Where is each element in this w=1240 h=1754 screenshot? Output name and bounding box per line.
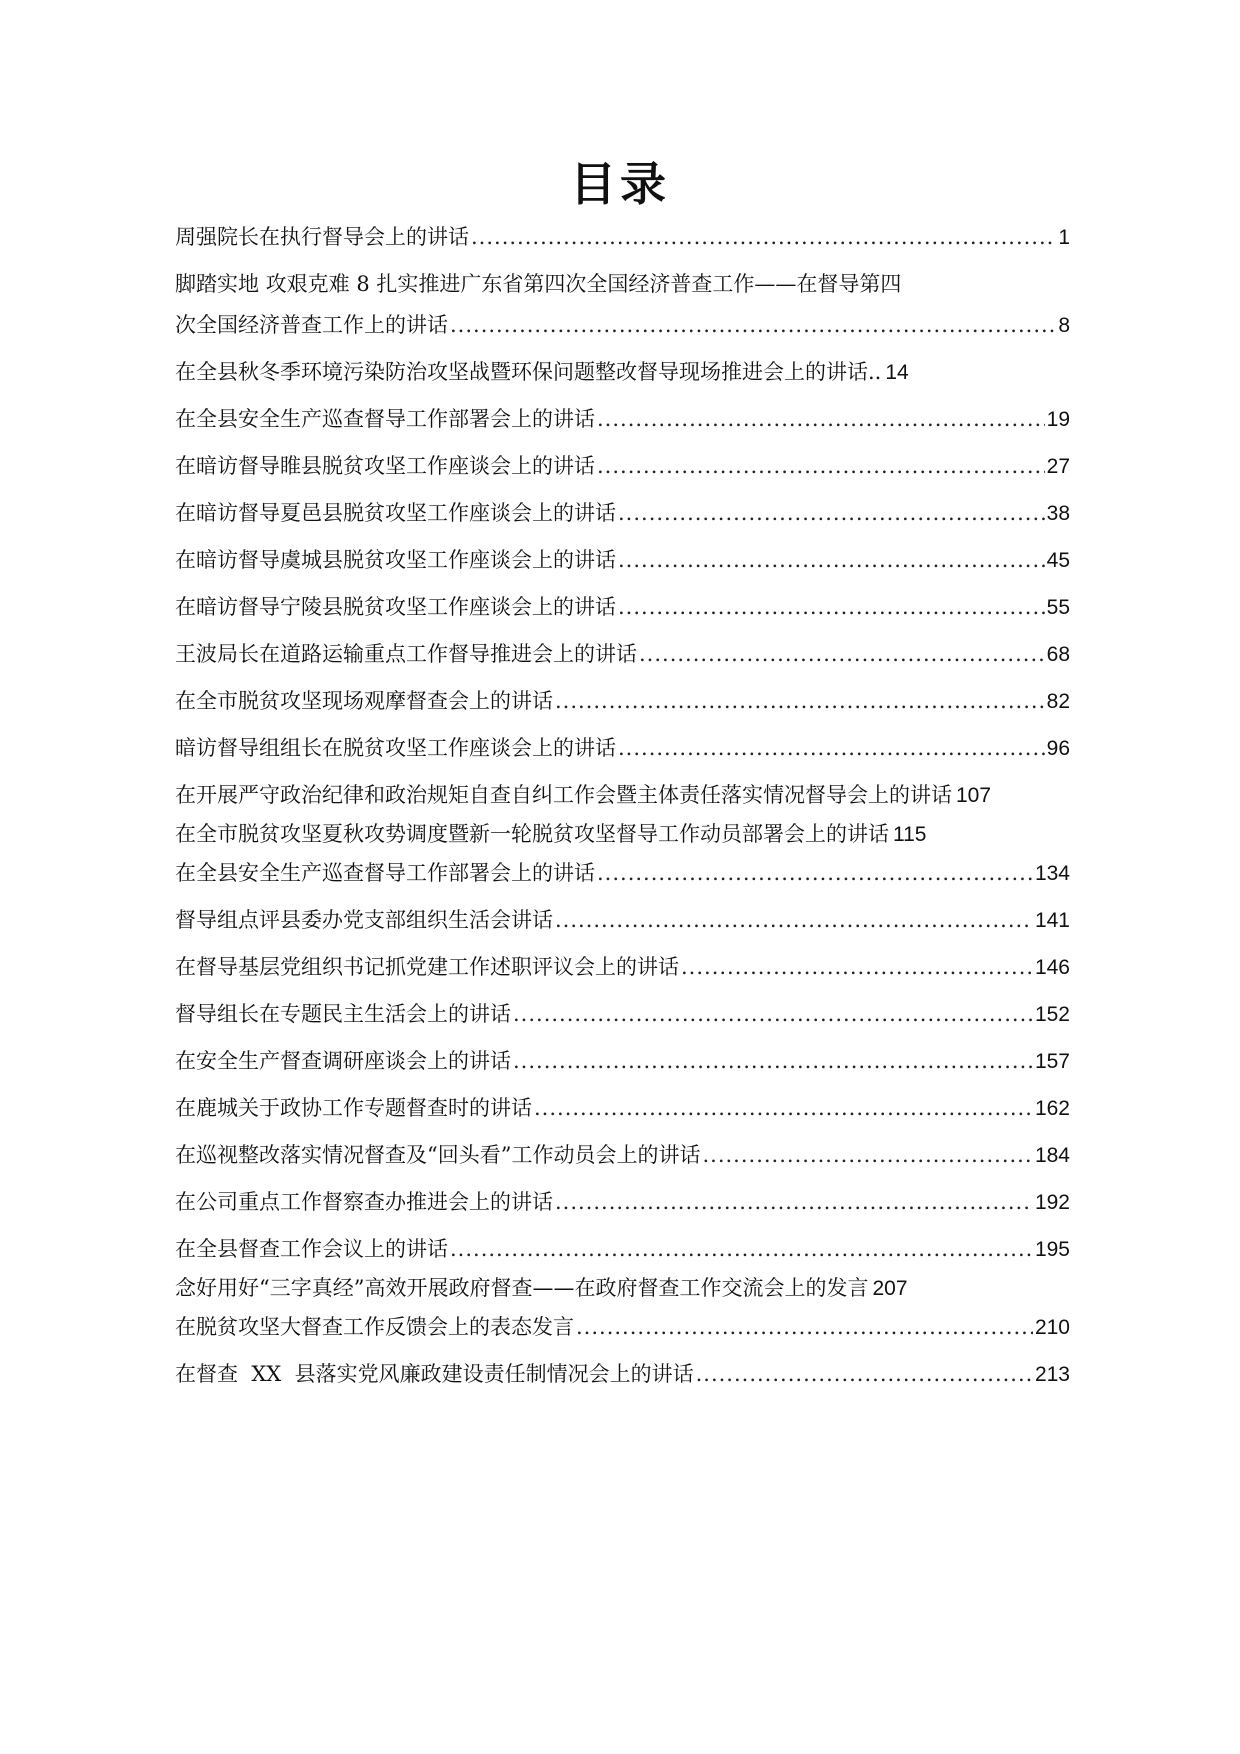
toc-entry[interactable]: [175, 404, 1070, 435]
toc-entry-title: 王波局长在道路运输重点工作督导推进会上的讲话: [175, 642, 637, 666]
toc-entry-title: 在全市脱贫攻坚夏秋攻势调度暨新一轮脱贫攻坚督导工作动员部署会上的讲话: [175, 822, 889, 846]
toc-entry[interactable]: [175, 592, 1070, 623]
toc-entry-page: 68: [1046, 643, 1070, 666]
toc-entry[interactable]: [175, 733, 1070, 764]
toc-leader-dots: [618, 545, 1045, 576]
toc-entry-page: 14: [885, 361, 909, 384]
toc-entry[interactable]: [175, 1359, 1070, 1390]
toc-entry[interactable]: [175, 1187, 1070, 1218]
toc-leader-dots: [597, 404, 1045, 435]
toc-entry[interactable]: [175, 780, 1070, 811]
toc-entry-subtitle: ——在政府督查工作交流会上的发言: [532, 1276, 869, 1300]
toc-entry-page: 184: [1034, 1144, 1070, 1167]
toc-entry[interactable]: [175, 639, 1070, 670]
toc-entry[interactable]: [175, 1093, 1070, 1124]
toc-entry-page: 195: [1034, 1238, 1070, 1261]
toc-entry-title-continued: 次全国经济普查工作上的讲话: [175, 313, 448, 337]
toc-entry[interactable]: [175, 357, 1070, 388]
toc-entry-title: 在全县安全生产巡查督导工作部署会上的讲话: [175, 861, 595, 885]
toc-entry-page: 82: [1046, 690, 1070, 713]
toc-entry-title: 在开展严守政治纪律和政治规矩自查自纠工作会暨主体责任落实情况督导会上的讲话: [175, 783, 952, 807]
toc-entry[interactable]: [175, 269, 1070, 341]
toc-leader-dots: [639, 639, 1045, 670]
toc-leader-dots: [597, 451, 1045, 482]
toc-entry-subtitle: 在督导第四: [796, 272, 902, 296]
toc-entry-title: 在公司重点工作督察查办推进会上的讲话: [175, 1190, 553, 1214]
toc-entry-page: 107: [956, 784, 992, 807]
toc-leader-dots: [450, 1234, 1033, 1265]
toc-entry[interactable]: [175, 999, 1070, 1030]
toc-entry-page: 38: [1046, 502, 1070, 525]
toc-leader-dots: [696, 1359, 1033, 1390]
toc-entry-title: 在全县秋冬季环境污染防治攻坚战暨环保问题整改督导现场推进会上的讲话..: [175, 360, 882, 384]
toc-entry-page: 152: [1034, 1003, 1070, 1026]
toc-entry[interactable]: [175, 819, 1070, 850]
page-title: 目录: [570, 157, 670, 211]
toc-entry-page: 55: [1046, 596, 1070, 619]
toc-entry-title: 脚踏实地 攻艰克难 8 扎实推进广东省第四次全国经济普查工作——: [175, 272, 797, 296]
toc-entry-page: 8: [1058, 314, 1070, 337]
toc-entry-page: 157: [1034, 1050, 1070, 1073]
toc-entry[interactable]: [175, 952, 1070, 983]
toc-leader-dots: [597, 858, 1033, 889]
toc-entry-page: 115: [893, 823, 927, 846]
toc-entry-page: 210: [1034, 1316, 1070, 1339]
toc-entry[interactable]: [175, 1046, 1070, 1077]
toc-entry-title: 在安全生产督查调研座谈会上的讲话: [175, 1049, 511, 1073]
toc-entry-title: 在督查 XX 县落实党风廉政建设责任制情况会上的讲话: [175, 1362, 694, 1386]
toc-leader-dots: [555, 686, 1045, 717]
toc-entry-page: 19: [1046, 408, 1070, 431]
toc-entry-title: 督导组长在专题民主生活会上的讲话: [175, 1002, 511, 1026]
toc-entry[interactable]: [175, 545, 1070, 576]
toc-entry-page: 1: [1058, 226, 1070, 249]
toc-leader-dots: [534, 1093, 1033, 1124]
table-of-contents: [175, 222, 1070, 1406]
toc-entry-page: 192: [1034, 1191, 1070, 1214]
toc-entry[interactable]: [175, 905, 1070, 936]
toc-entry[interactable]: [175, 1312, 1070, 1343]
toc-entry-title: 周强院长在执行督导会上的讲话: [175, 225, 469, 249]
toc-entry-title: 念好用好“三字真经”高效开展政府督查: [175, 1276, 533, 1300]
toc-entry-title: 暗访督导组组长在脱贫攻坚工作座谈会上的讲话: [175, 736, 616, 760]
toc-entry[interactable]: [175, 451, 1070, 482]
toc-entry-page: 45: [1046, 549, 1070, 572]
toc-leader-dots: [450, 310, 1056, 341]
toc-entry-title: 在暗访督导宁陵县脱贫攻坚工作座谈会上的讲话: [175, 595, 616, 619]
toc-entry-page: 207: [872, 1277, 908, 1300]
toc-leader-dots: [618, 592, 1045, 623]
toc-entry-page: 162: [1034, 1097, 1070, 1120]
toc-leader-dots: [681, 952, 1033, 983]
toc-entry-title: 在暗访督导睢县脱贫攻坚工作座谈会上的讲话: [175, 454, 595, 478]
toc-leader-dots: [513, 999, 1033, 1030]
toc-entry[interactable]: [175, 858, 1070, 889]
toc-entry[interactable]: [175, 1140, 1070, 1171]
toc-entry-title: 在督导基层党组织书记抓党建工作述职评议会上的讲话: [175, 955, 679, 979]
toc-leader-dots: [618, 733, 1045, 764]
toc-entry-page: 213: [1034, 1363, 1070, 1386]
toc-entry-title: 在脱贫攻坚大督查工作反馈会上的表态发言: [175, 1315, 574, 1339]
toc-entry-title: 在鹿城关于政协工作专题督查时的讲话: [175, 1096, 532, 1120]
toc-entry-page: 96: [1046, 737, 1070, 760]
toc-entry-page: 27: [1046, 455, 1070, 478]
toc-entry[interactable]: [175, 498, 1070, 529]
toc-entry[interactable]: [175, 686, 1070, 717]
toc-leader-dots: [702, 1140, 1032, 1171]
toc-leader-dots: [471, 222, 1056, 253]
toc-entry[interactable]: [175, 222, 1070, 253]
toc-leader-dots: [555, 1187, 1033, 1218]
toc-entry[interactable]: [175, 1273, 1070, 1304]
toc-entry-title: 在暗访督导夏邑县脱贫攻坚工作座谈会上的讲话: [175, 501, 616, 525]
toc-leader-dots: [513, 1046, 1033, 1077]
toc-entry-title: 在全县督查工作会议上的讲话: [175, 1237, 448, 1261]
toc-entry[interactable]: [175, 1234, 1070, 1265]
toc-entry-page: 146: [1034, 956, 1070, 979]
toc-entry-title: 督导组点评县委办党支部组织生活会讲话: [175, 908, 553, 932]
toc-entry-title: 在全市脱贫攻坚现场观摩督查会上的讲话: [175, 689, 553, 713]
toc-entry-title: 在全县安全生产巡查督导工作部署会上的讲话: [175, 407, 595, 431]
toc-leader-dots: [555, 905, 1033, 936]
toc-entry-page: 141: [1034, 909, 1070, 932]
toc-leader-dots: [576, 1312, 1033, 1343]
toc-entry-title: 在暗访督导虞城县脱贫攻坚工作座谈会上的讲话: [175, 548, 616, 572]
toc-entry-title: 在巡视整改落实情况督查及“回头看”工作动员会上的讲话: [175, 1143, 701, 1167]
toc-leader-dots: [618, 498, 1045, 529]
toc-entry-page: 134: [1034, 862, 1070, 885]
